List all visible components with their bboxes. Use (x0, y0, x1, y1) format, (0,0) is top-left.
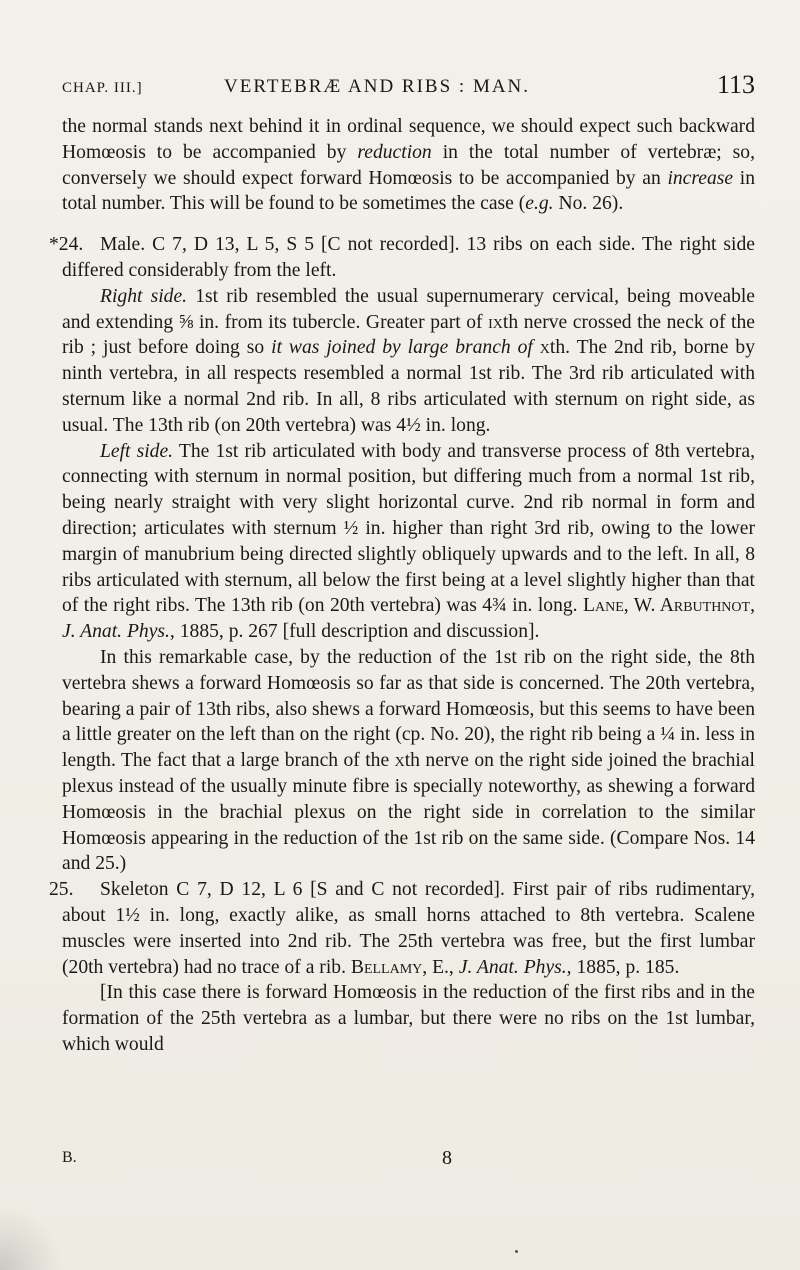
sheet-number: 8 (442, 1147, 452, 1169)
entry-number: *24. (49, 234, 84, 256)
chapter-label: CHAP. III.] (62, 80, 143, 96)
entry-25 (49, 877, 755, 980)
body-text (49, 114, 756, 1058)
text-run: th. The 2nd rib, borne by ninth vertebra, in all respects resembled a normal 1st rib. The 3rd rib articulated with sternum like a normal 2nd rib. In all, 8 ribs articulated with sternum on right side, as usual. The 13th rib (on 20th vertebra) was 4½ in. long. (62, 337, 756, 436)
signature-mark: B. (62, 1149, 77, 1166)
roman-numeral: x (539, 337, 550, 359)
entry-24 (49, 232, 755, 284)
italic-heading: Left side. (100, 440, 174, 462)
right-side-paragraph (62, 284, 755, 439)
text-run: Skeleton C 7, D 12, L 6 [S and C not recorded]. First pair of ribs rudimentary, about 1½ in. long, exactly alike, as small horns attached to 8th vertebra. Scalene muscles were inserted into 2nd rib. The 25th vertebra was free, but the first lumbar (20th vertebra) had no trace of a rib. (62, 879, 755, 978)
italic-run: e.g. (525, 193, 554, 215)
text-run: The 1st rib articulated with body and transverse process of 8th vertebra, connecting with sternum in normal position, but differing much from a normal 1st rib, being nearly straight with very slight horizontal curve. 2nd rib normal in form and direction; articulates with sternum ½ in. higher than right 3rd rib, owing to the lower margin of manubrium being directed slightly obliquely upwards and to the left. In all, 8 ribs articulated with sternum, all below the first being at a level slightly higher than that of the right ribs. The 13th rib (on 20th vertebra) was 4¾ in. long. (62, 440, 755, 617)
continuation-paragraph (62, 114, 755, 217)
running-header (62, 70, 755, 102)
text-run: the normal stands next behind it in ordinal sequence, we should expect such backward Homœosis to be accompanied by (62, 116, 755, 163)
page-footer (62, 1147, 755, 1171)
roman-numeral: ix (488, 311, 503, 333)
text-run: th nerve crossed the neck of the rib ; just before doing so (62, 311, 755, 359)
page-shadow (0, 1210, 60, 1270)
bracket-paragraph: [In this case there is forward Homœosis in the reduction of the first ribs and in the formation of the 25th vertebra as a lumbar, but there were no ribs on the 1st lumbar, which would (62, 982, 755, 1055)
journal-citation: J. Anat. Phys., (62, 621, 175, 643)
discussion-paragraph (62, 645, 755, 877)
page-number: 113 (716, 70, 755, 99)
running-title: VERTEBRÆ AND RIBS : MAN. (224, 76, 531, 97)
entry-number: 25. (49, 879, 74, 901)
text-run: In this remarkable case, by the reduction of the 1st rib on the right side, the 8th vertebra shews a forward Homœosis so far as that side is concerned. The 20th vertebra, bearing a pair of 13th ribs, also shews a forward Homœosis, but this seems to have been a little greater on the left than on the right (cp. No. 20), the right rib being a ¼ in. less in length. The fact that a large branch of the (62, 646, 755, 772)
text-run: in total number. This will be found to be sometimes the case ( (62, 167, 755, 215)
text-run: 1885, p. 267 [full description and discussion]. (174, 621, 540, 643)
author-citation: Lane, W. Arbuthnot, (583, 595, 755, 617)
ink-speck (515, 1250, 518, 1253)
left-side-paragraph (62, 439, 755, 645)
journal-citation: J. Anat. Phys., (458, 956, 572, 978)
text-run: No. 26). (553, 193, 624, 215)
roman-numeral: x (394, 750, 405, 772)
italic-run: reduction (357, 141, 432, 163)
text-run: 1885, p. 185. (571, 956, 680, 978)
author-citation: Bellamy, E., (350, 956, 454, 978)
text-run: 1st rib resembled the usual supernumerary cervical, being moveable and extending ⅝ in. from its tubercle. Greater part of (62, 285, 756, 333)
text-run: th nerve on the right side joined the brachial plexus instead of the usually minute fibre is specially noteworthy, as shewing a forward Homœosis in the brachial plexus on the right side in correlation to the similar Homœosis appearing in the reduction of the 1st rib on the same side. (Compare Nos. 14 and 25.) (62, 750, 755, 875)
entry-text: Male. C 7, D 13, L 5, S 5 [C not recorded]. 13 ribs on each side. The right side differed considerably from the left. (62, 234, 755, 281)
italic-heading: Right side. (100, 285, 188, 307)
italic-run: it was joined by large branch of (271, 337, 540, 359)
italic-run: increase (667, 167, 734, 189)
text-run: in the total number of vertebræ; so, conversely we should expect forward Homœosis to be accompanied by an (62, 141, 755, 189)
